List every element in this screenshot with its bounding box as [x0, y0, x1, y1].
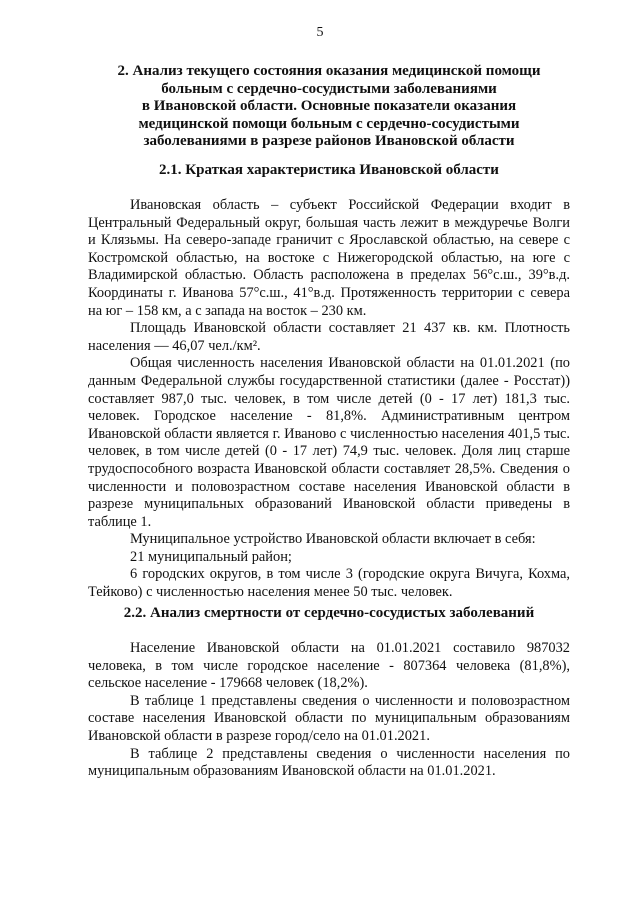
- paragraph-population: Общая численность населения Ивановской области на 01.01.2021 (по данным Федеральной службы государственной статистики (далее - Росстат)) составляет 987,0 тыс. человек, в том числе детей (0 - 17 лет) 181,3 тыс. человек. Городское население - 81,8%. Административным центром Ивановской области является г. Иваново с численностью населения 401,5 тыс. человек, в том числе детей (0 - 17 лет) 74,9 тыс. человек. Доля лиц старше трудоспособного возраста Ивановской области составляет 28,5%. Сведения о численности и половозрастном составе населения Ивановской области в разрезе муниципальных образований Ивановской области приведены в таблице 1.: [88, 355, 570, 530]
- paragraph-population-2021: Население Ивановской области на 01.01.2021 составило 987032 человека, в том числе городское население - 807364 человека (81,8%), сельское население - 179668 человек (18,2%).: [88, 640, 570, 692]
- section-title-line: 2. Анализ текущего состояния оказания медицинской помощи: [117, 63, 541, 79]
- section-title: [88, 63, 570, 151]
- section-title-line: заболеваниями в разрезе районов Ивановской области: [143, 133, 515, 149]
- subsection-title-characteristics: 2.1. Краткая характеристика Ивановской области: [159, 162, 499, 178]
- characteristics-body: [88, 197, 570, 602]
- paragraph-area-density: Площадь Ивановской области составляет 21 437 кв. км. Плотность населения — 46,07 чел./км².: [88, 320, 570, 354]
- section-title-line: больным с сердечно-сосудистыми заболеваниями: [161, 80, 497, 97]
- paragraph-region-overview: Ивановская область – субъект Российской Федерации входит в Центральный Федеральный округ, большая часть лежит в междуречье Волги и Клязьмы. На северо-западе граничит с Ярославской областью, на севере с Костромской областью, на востоке с Нижегородской областью, на юге с Владимирской областью. Область расположена в пределах 56°с.ш., 39°в.д. Координаты г. Иванова 57°с.ш., 41°в.д. Протяженность территории с севера на юг – 158 км, а с запада на восток – 230 км.: [88, 197, 570, 319]
- paragraph-districts: 21 муниципальный район;: [130, 548, 292, 565]
- page-number: 5: [316, 25, 324, 40]
- subsection-title-mortality: 2.2. Анализ смертности от сердечно-сосудистых заболеваний: [123, 605, 535, 621]
- paragraph-municipal-structure: Муниципальное устройство Ивановской области включает в себя:: [130, 531, 536, 548]
- paragraph-urban-districts: 6 городских округов, в том числе 3 (городские округа Вичуга, Кохма, Тейково) с численностью населения менее 50 тыс. человек.: [88, 566, 570, 601]
- mortality-body: [88, 640, 570, 781]
- paragraph-table-2-reference: В таблице 2 представлены сведения о численности населения по муниципальным образованиям Ивановской области на 01.01.2021.: [88, 745, 570, 780]
- section-title-line: в Ивановской области. Основные показатели оказания: [141, 98, 517, 114]
- section-title-line: медицинской помощи больным с сердечно-сосудистыми: [138, 115, 520, 132]
- paragraph-table-1-reference: В таблице 1 представлены сведения о численности и половозрастном составе населения Ивановской области по муниципальным образованиям Ивановской области в разрезе город/село на 01.01.2021.: [88, 692, 570, 744]
